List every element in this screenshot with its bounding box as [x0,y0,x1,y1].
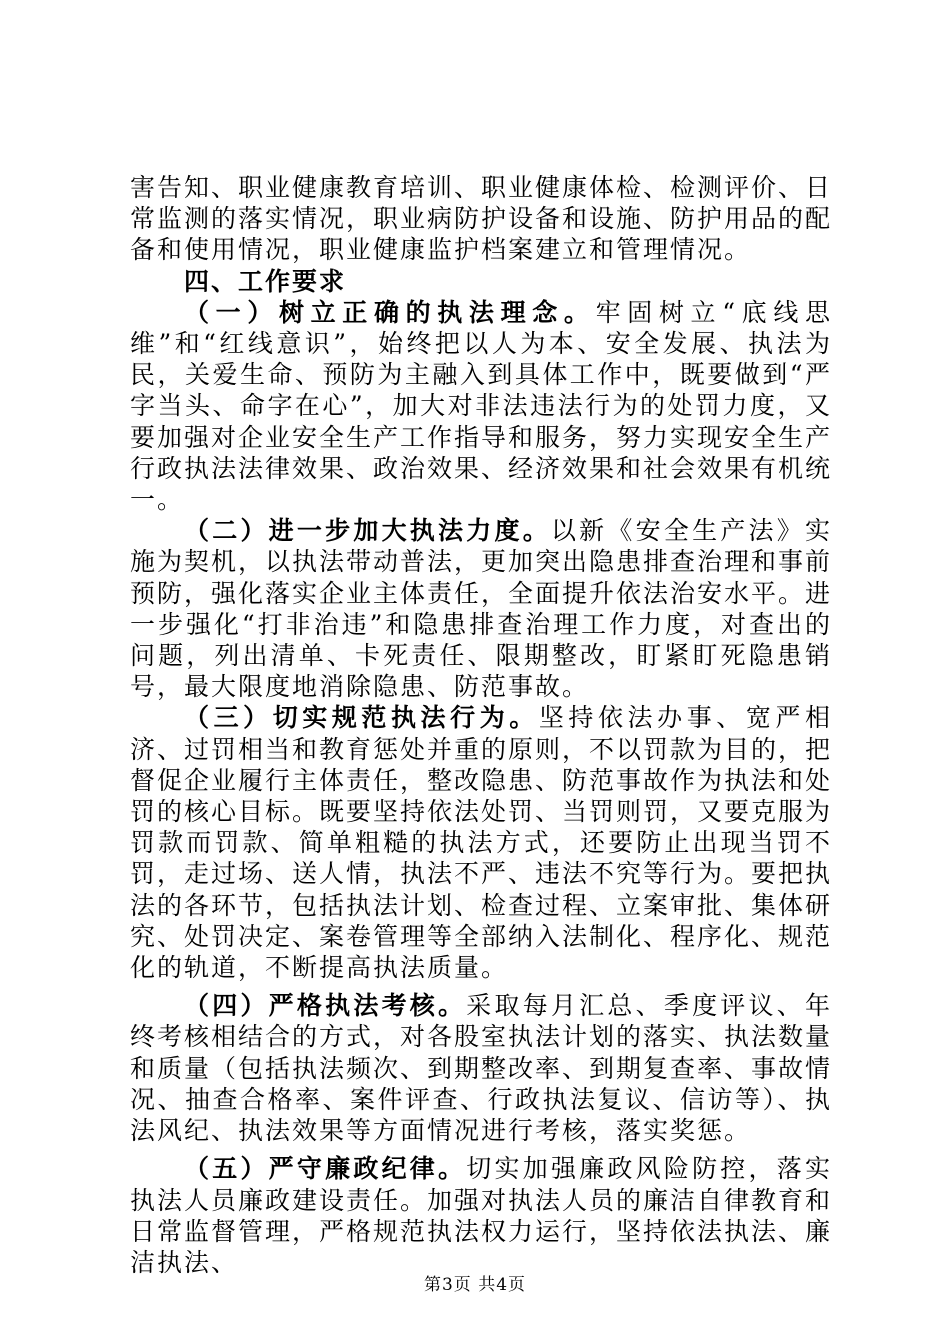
section-heading: 四、工作要求 [184,266,347,296]
item-body-2: 以新《安全生产法》实施为契机，以执法带动普法，更加突出隐患排查治理和事前预防，强化落实企业主体责任，全面提升依法治安水平。进一步强化“打非治违”和隐患排查治理工作力度，对查出的问题，列出清单、卡死责任、限期整改，盯紧盯死隐患销号，最大限度地消除隐患、防范事故。 [130,516,833,702]
paragraph-item-3 [130,702,832,983]
item-body-5: 切实加强廉政风险防控，落实执法人员廉政建设责任。加强对执法人员的廉洁自律教育和日常监督管理，严格规范执法权力运行，坚持依法执法、廉洁执法、 [130,1154,833,1277]
document-body [130,172,832,1278]
item-title-4: （四）严格执法考核。 [184,991,467,1021]
paragraph-item-5 [130,1153,832,1278]
item-body-3: 坚持依法办事、宽严相济、过罚相当和教育惩处并重的原则，不以罚款为目的，把督促企业履行主体责任，整改隐患、防范事故作为执法和处罚的核心目标。既要坚持依法处罚、当罚则罚，又要克服为罚款而罚款、简单粗糙的执法方式，还要防止出现当罚不罚，走过场、送人情，执法不严、违法不究等行为。要把执法的各环节，包括执法计划、检查过程、立案审批、集体研究、处罚决定、案卷管理等全部纳入法制化、程序化、规范化的轨道，不断提高执法质量。 [130,703,833,983]
intro-paragraph: 害告知、职业健康教育培训、职业健康体检、检测评价、日常监测的落实情况，职业病防护设备和设施、防护用品的配备和使用情况，职业健康监护档案建立和管理情况。 [130,173,833,265]
paragraph-item-2 [130,515,832,702]
paragraph-item-1 [130,297,832,515]
paragraph-item-4 [130,990,832,1146]
item-body-1: 牢固树立“底线思维”和“红线意识”，始终把以人为本、安全发展、执法为民，关爱生命、预防为主融入到具体工作中，既要做到“严字当头、命字在心”，加大对非法违法行为的处罚力度，又要加强对企业安全生产工作指导和服务，努力实现安全生产行政执法法律效果、政治效果、经济效果和社会效果有机统一。 [130,297,833,515]
item-body-4: 采取每月汇总、季度评议、年终考核相结合的方式，对各股室执法计划的落实、执法数量和质量（包括执法频次、到期整改率、到期复查率、事故情况、抽查合格率、案件评查、行政执法复议、信访等）、执法风纪、执法效果等方面情况进行考核，落实奖惩。 [130,991,833,1146]
item-title-5: （五）严守廉政纪律。 [184,1154,467,1184]
item-title-2: （二）进一步加大执法力度。 [184,516,551,546]
item-title-3: （三）切实规范执法行为。 [184,703,539,733]
item-title-1: （一）树立正确的执法理念。 [184,297,596,327]
page-footer: 第3页 共4页 [423,1275,527,1295]
